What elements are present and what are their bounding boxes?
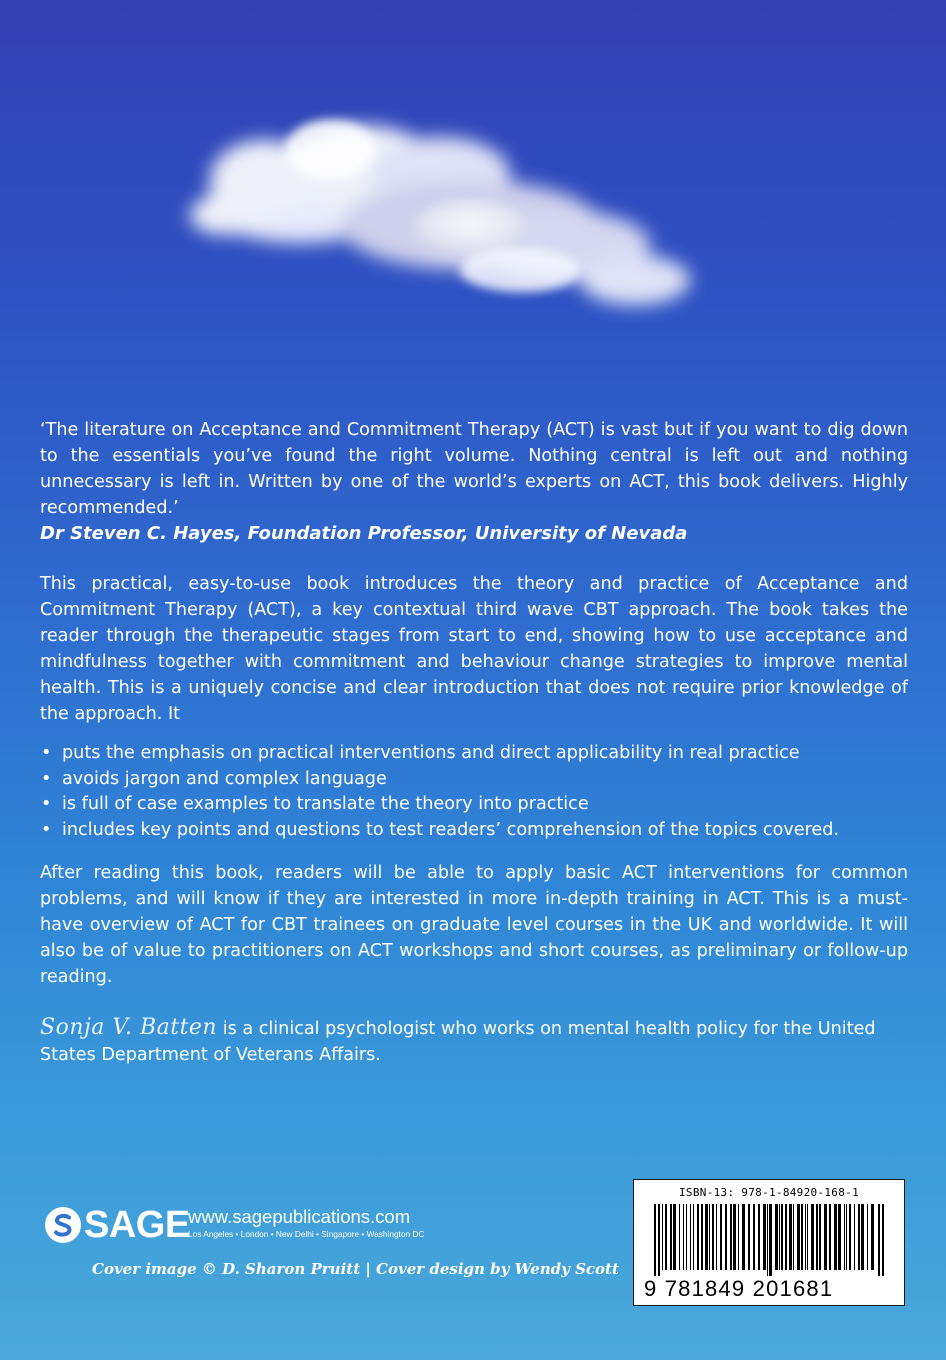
- barcode-bar: [758, 1204, 760, 1270]
- barcode-bar: [807, 1204, 808, 1270]
- barcode-bar: [733, 1204, 736, 1270]
- barcode-bar: [738, 1204, 739, 1270]
- barcode-bar: [793, 1204, 794, 1270]
- barcode-bar: [767, 1204, 768, 1276]
- barcode-bar: [720, 1204, 722, 1270]
- barcode-bar: [867, 1204, 868, 1270]
- barcode-bar: [854, 1204, 855, 1270]
- barcode-bar: [829, 1204, 831, 1270]
- list-item: • is full of case examples to translate the theory into practice: [40, 792, 908, 818]
- book-description: This practical, easy-to-use book introduces the theory and practice of Acceptance and Commitment Therapy (ACT), a key contextual third wave CBT approach. The book takes the reader through the therapeutic stages from start to end, showing how to use acceptance and mindfulness together with commitment and behaviour change strategies to improve mental health. This is a uniquely concise and clear introduction that does not require prior knowledge of the approach. It: [40, 574, 908, 724]
- list-item: • avoids jargon and complex language: [40, 767, 908, 793]
- barcode-bar: [824, 1204, 827, 1270]
- barcode-bar: [730, 1204, 732, 1270]
- barcode-bar: [701, 1204, 703, 1270]
- barcode-bar: [779, 1204, 780, 1270]
- barcode-bar: [725, 1204, 727, 1270]
- barcode-bar: [748, 1204, 750, 1270]
- sage-logo: [44, 1204, 190, 1246]
- barcode-bar: [686, 1204, 687, 1270]
- bullet-icon: •: [41, 768, 52, 789]
- cloud-image: [0, 0, 946, 400]
- barcode-bar: [690, 1204, 691, 1270]
- barcode-bar: [683, 1204, 684, 1270]
- barcode-bar: [716, 1204, 717, 1270]
- audience-paragraph: After reading this book, readers will be able to apply basic ACT interventions for common problems, and will know if they are interested in more in-depth training in ACT. This is a must-have overview of ACT for CBT trainees on graduate level courses in the UK and worldwide. It will also be of value to practitioners on ACT workshops and short courses, as preliminary or follow-up reading.: [40, 863, 908, 987]
- barcode-bar: [844, 1204, 845, 1270]
- list-item: • puts the emphasis on practical interventions and direct applicability in real practice: [40, 741, 908, 767]
- barcode-bar: [775, 1204, 778, 1270]
- barcode-bar: [878, 1204, 880, 1276]
- barcode-bar: [697, 1204, 699, 1270]
- barcode-bars: [654, 1204, 886, 1276]
- review-author: Dr Steven C. Hayes, Foundation Professor, University of Nevada: [40, 523, 688, 544]
- bullet-icon: •: [41, 794, 52, 814]
- barcode-bar: [846, 1204, 847, 1270]
- barcode-bar: [785, 1204, 787, 1270]
- barcode-digits: 9 781849 201681: [644, 1276, 834, 1301]
- barcode-bar: [882, 1204, 884, 1276]
- author-bio: [40, 1015, 908, 1068]
- author-bio-text: is a clinical psychologist who works on mental health policy for the United States Department of Veterans Affairs.: [40, 1019, 876, 1065]
- barcode-bar: [861, 1204, 864, 1270]
- barcode-bar: [849, 1204, 851, 1270]
- sage-wordmark: SAGE: [84, 1204, 190, 1246]
- barcode-bar: [673, 1204, 676, 1270]
- barcode-bar: [781, 1204, 783, 1270]
- barcode-bar: [838, 1204, 841, 1270]
- barcode-bar: [858, 1204, 860, 1270]
- barcode-bar: [658, 1204, 660, 1276]
- author-signature: Sonja V. Batten: [40, 1015, 218, 1040]
- barcode-bar: [805, 1204, 806, 1270]
- cover-credits: Cover image © D. Sharon Pruitt | Cover design by Wendy Scott: [92, 1260, 619, 1278]
- barcode-bar: [709, 1204, 710, 1270]
- barcode-bar: [654, 1204, 656, 1276]
- barcode-bar: [816, 1204, 818, 1270]
- list-item: • includes key points and questions to test readers’ comprehension of the topics covered.: [40, 818, 908, 844]
- barcode-bar: [712, 1204, 714, 1270]
- publisher-cities: Los Angeles • London • New Delhi • Singapore • Washington DC: [188, 1229, 425, 1239]
- barcode-bar: [769, 1204, 772, 1276]
- barcode-bar: [670, 1204, 672, 1270]
- barcode-bar: [705, 1204, 708, 1270]
- barcode-bar: [811, 1204, 814, 1270]
- barcode-bar: [797, 1204, 800, 1270]
- barcode-bar: [801, 1204, 803, 1270]
- barcode-bar: [763, 1204, 766, 1270]
- barcode-bar: [679, 1204, 680, 1270]
- barcode-bar: [819, 1204, 821, 1270]
- barcode-bar: [753, 1204, 755, 1270]
- barcode-bar: [789, 1204, 792, 1270]
- barcode-bar: [742, 1204, 745, 1270]
- barcode-bar: [871, 1204, 874, 1270]
- barcode-bar: [693, 1204, 694, 1270]
- publisher-url[interactable]: www.sagepublications.com: [188, 1206, 411, 1227]
- barcode-bar: [662, 1204, 663, 1270]
- isbn-label: ISBN-13: 978-1-84920-168-1: [679, 1186, 859, 1199]
- barcode-bar: [834, 1204, 837, 1270]
- bullet-icon: •: [41, 819, 52, 840]
- sage-s-icon: [44, 1206, 82, 1244]
- bullet-icon: •: [41, 743, 52, 763]
- barcode-bar: [665, 1204, 667, 1270]
- review-quote: ‘The literature on Acceptance and Commitment Therapy (ACT) is vast but if you want to dig down to the essentials you’ve found the right volume. Nothing central is left out and nothing unnecessary is left in. Written by one of the world’s experts on ACT, this book delivers. Highly recommended.’: [40, 420, 908, 518]
- feature-list: [40, 741, 908, 843]
- isbn-barcode: [633, 1179, 905, 1306]
